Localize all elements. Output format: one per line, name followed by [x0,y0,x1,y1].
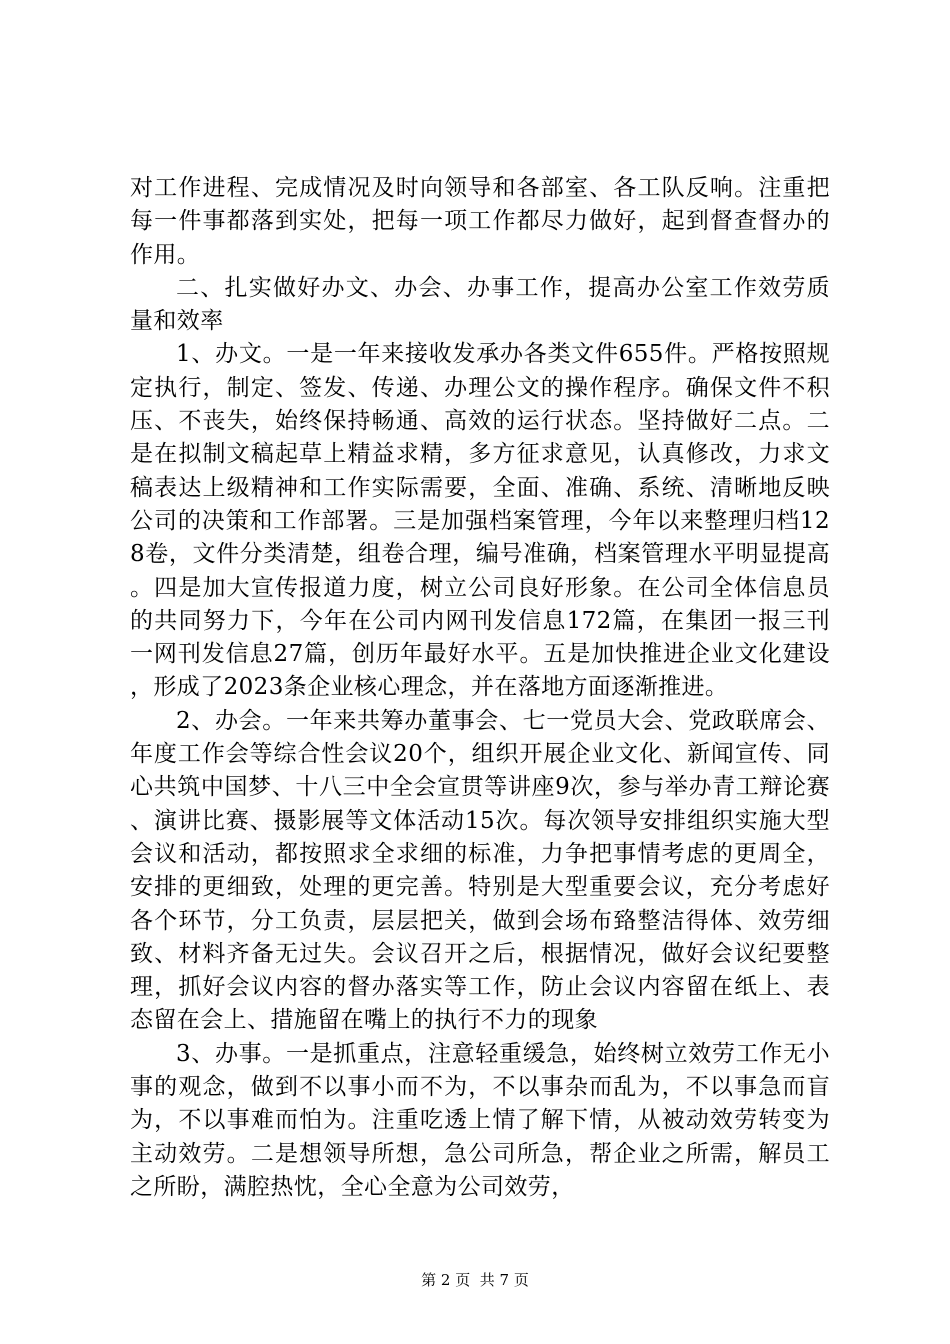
section-heading: 二、扎实做好办文、办会、办事工作，提高办公室工作效劳质量和效率 [130,274,830,335]
paragraph-continuation: 对工作进程、完成情况及时向领导和各部室、各工队反响。注重把每一件事都落到实处，把每一项工作都尽力做好，起到督查督办的作用。 [130,175,830,268]
paragraph-meetings: 2、办会。一年来共筹办董事会、七一党员大会、党政联席会、年度工作会等综合性会议20个，组织开展企业文化、新闻宣传、同心共筑中国梦、十八三中全会宣贯等讲座9次，参与举办青工辩论赛、演讲比赛、摄影展等文体活动15次。每次领导安排组织实施大型会议和活动，都按照求全求细的标准，力争把事情考虑的更周全，安排的更细致，处理的更完善。特别是大型重要会议，充分考虑好各个环节，分工负责，层层把关，做到会场布臵整洁得体、效劳细致、材料齐备无过失。会议召开之后，根据情况，做好会议纪要整理，抓好会议内容的督办落实等工作，防止会议内容留在纸上、表态留在会上、措施留在嘴上的执行不力的现象 [130,707,830,1034]
paragraph-office-documents: 1、办文。一是一年来接收发承办各类文件655件。严格按照规定执行，制定、签发、传递、办理公文的操作程序。确保文件不积压、不丧失，始终保持畅通、高效的运行状态。坚持做好二点。二是在拟制文稿起草上精益求精，多方征求意见，认真修改，力求文稿表达上级精神和工作实际需要，全面、准确、系统、清晰地反映公司的决策和工作部署。三是加强档案管理，今年以来整理归档128卷，文件分类清楚，组卷合理，编号准确，档案管理水平明显提高。四是加大宣传报道力度，树立公司良好形象。在公司全体信息员的共同努力下，今年在公司内网刊发信息172篇，在集团一报三刊一网刊发信息27篇，创历年最好水平。五是加快推进企业文化建设，形成了2023条企业核心理念，并在落地方面逐渐推进。 [130,341,830,701]
paragraph-affairs: 3、办事。一是抓重点，注意轻重缓急，始终树立效劳工作无小事的观念，做到不以事小而不为，不以事杂而乱为，不以事急而盲为，不以事难而怕为。注重吃透上情了解下情，从被动效劳转变为主动效劳。二是想领导所想，急公司所急，帮企业之所需，解员工之所盼，满腔热忱，全心全意为公司效劳， [130,1040,830,1200]
document-body [130,172,830,1204]
page-footer-number: 第 2 页 共 7 页 [421,1271,529,1289]
